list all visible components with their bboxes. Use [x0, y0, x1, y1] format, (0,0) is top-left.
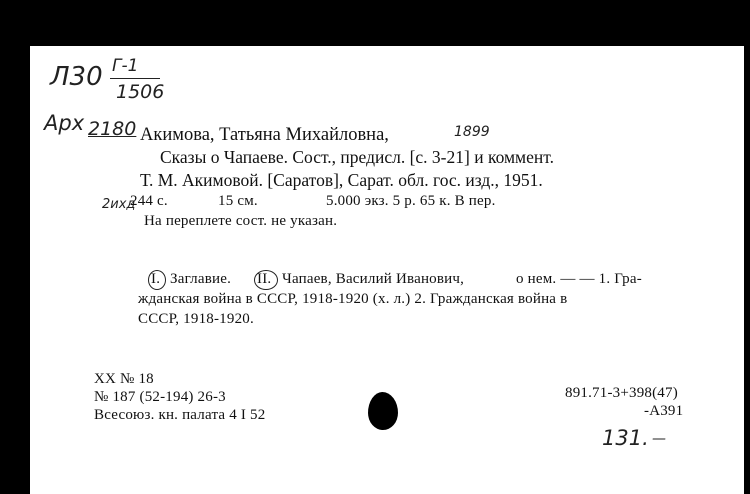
- classification-code: 891.71-3+398(47): [565, 385, 678, 401]
- subject-title: Заглавие.: [170, 271, 232, 287]
- fraction-bar: [110, 78, 160, 79]
- subject-person: Чапаев, Василий Иванович,: [282, 271, 465, 287]
- handwritten-pages-note: 2ихд: [102, 197, 136, 212]
- subject-line-2: жданская война в СССР, 1918-1920 (х. л.) 2. Гражданская война в: [138, 291, 568, 307]
- handwritten-bottom-right: 131.: [602, 426, 649, 450]
- author-heading: Акимова, Татьяна Михайловна,: [140, 125, 389, 145]
- catalog-chamber: Всесоюз. кн. палата 4 I 52: [94, 407, 266, 423]
- handwritten-dash: —: [652, 431, 666, 447]
- author-mark: -А391: [644, 403, 684, 419]
- handwritten-fraction-top: Г-1: [112, 56, 139, 76]
- binding-note: На переплете сост. не указан.: [144, 213, 338, 229]
- roman-two: II.: [257, 271, 272, 287]
- print-run-price: 5.000 экз. 5 р. 65 к. В пер.: [326, 193, 496, 209]
- book-size: 15 см.: [218, 193, 258, 209]
- subject-line-3: СССР, 1918-1920.: [138, 311, 254, 327]
- roman-one: I.: [151, 271, 161, 287]
- handwritten-arch-number: 2180: [88, 118, 137, 140]
- handwritten-year: 1899: [454, 124, 490, 140]
- catalog-code-1: ХХ № 18: [94, 371, 154, 387]
- page-count: 244 с.: [130, 193, 168, 209]
- handwritten-code: Л30: [50, 62, 103, 92]
- handwritten-arch-prefix: Арх: [44, 111, 85, 135]
- card-hole: [368, 392, 398, 430]
- handwritten-fraction-bottom: 1506: [116, 81, 165, 103]
- title-line-2: Т. М. Акимовой. [Саратов], Сарат. обл. гос. изд., 1951.: [140, 170, 543, 190]
- catalog-card: [30, 46, 744, 494]
- subject-person-cont: о нем. — — 1. Гра-: [516, 271, 642, 287]
- title-line-1: Сказы о Чапаеве. Сост., предисл. [с. 3-21] и коммент.: [160, 147, 554, 167]
- catalog-code-2: № 187 (52-194) 26-3: [94, 389, 226, 405]
